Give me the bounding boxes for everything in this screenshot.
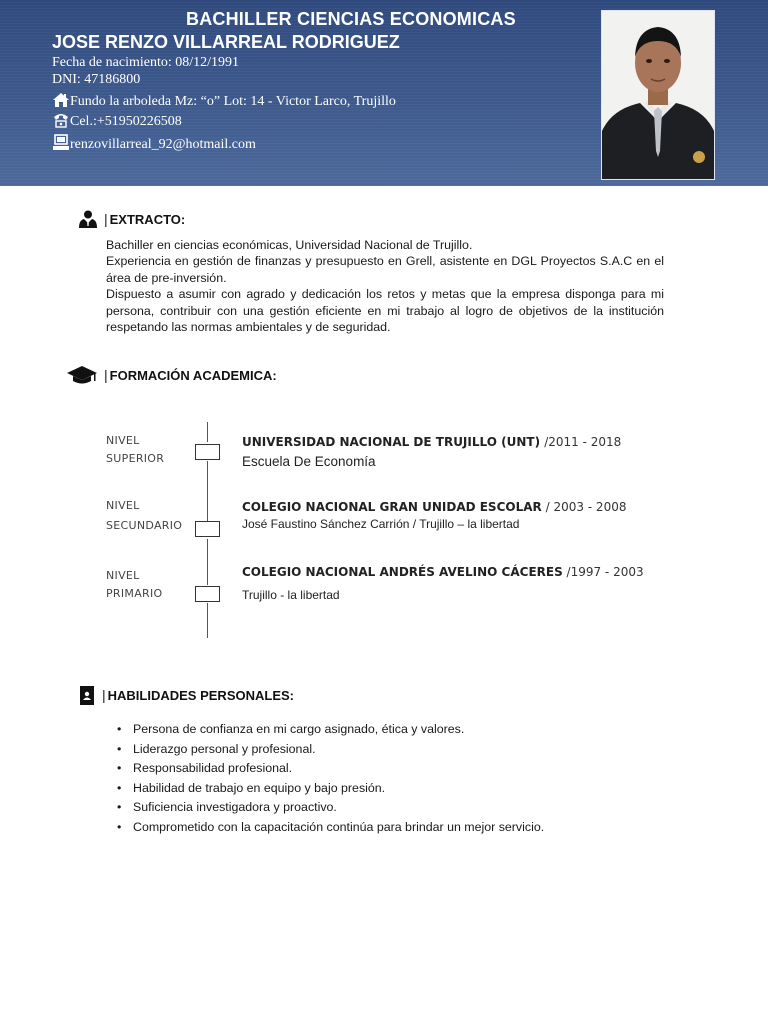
education-years: / 2003 - 2008 <box>541 500 627 514</box>
graduation-cap-icon <box>66 365 98 385</box>
education-entry <box>242 433 621 469</box>
list-item: • Habilidad de trabajo en equipo y bajo presión. <box>117 780 386 795</box>
education-years: /2011 - 2018 <box>544 435 622 449</box>
extract-paragraph: Dispuesto a asumir con agrado y dedicación los retos y metas que la empresa disponga para mi persona, contribuir con una gestión eficiente en mi trabajo al logro de objetivos de la institución respetando las normas ambientales y de seguridad. <box>106 287 664 335</box>
timeline-marker <box>195 586 220 602</box>
skills-heading <box>78 685 294 705</box>
extract-heading <box>78 209 185 229</box>
institution-name: UNIVERSIDAD NACIONAL DE TRUJILLO (UNT) <box>242 435 545 449</box>
timeline-line <box>207 461 208 521</box>
timeline-line <box>207 603 208 638</box>
list-item: • Comprometido con la capacitación continúa para brindar un mejor servicio. <box>117 819 545 834</box>
list-item: • Responsabilidad profesional. <box>117 761 293 776</box>
education-detail: Trujillo - la libertad <box>242 588 340 602</box>
phone-icon <box>52 111 70 128</box>
heading-separator: | <box>104 211 108 227</box>
education-entry <box>242 563 644 602</box>
skills-heading-label: HABILIDADES PERSONALES: <box>107 687 294 703</box>
profile-photo <box>601 10 715 180</box>
timeline-marker <box>195 521 220 537</box>
extract-heading-label: EXTRACTO: <box>109 211 186 227</box>
institution-name: COLEGIO NACIONAL ANDRÉS AVELINO CÁCERES <box>242 565 563 579</box>
education-level: NIVEL SUPERIOR <box>106 434 165 465</box>
dni: DNI: 47186800 <box>52 72 141 87</box>
institution-name: COLEGIO NACIONAL GRAN UNIDAD ESCOLAR <box>242 500 542 514</box>
header-banner <box>0 0 768 186</box>
education-entry <box>242 498 626 531</box>
heading-separator: | <box>102 687 106 703</box>
education-heading-label: FORMACIÓN ACADEMICA: <box>109 367 277 383</box>
cv-title: BACHILLER CIENCIAS ECONOMICAS <box>186 9 516 29</box>
education-level: NIVEL SECUNDARIO <box>106 499 183 532</box>
education-level: NIVEL PRIMARIO <box>106 569 163 600</box>
timeline-line <box>207 422 208 442</box>
list-item: • Suficiencia investigadora y proactivo. <box>117 800 337 815</box>
heading-separator: | <box>104 367 108 383</box>
skills-list <box>117 720 544 838</box>
address-line <box>52 91 396 110</box>
id-card-icon <box>78 685 96 705</box>
education-heading <box>66 365 277 385</box>
list-item: • Liderazgo personal y profesional. <box>117 741 316 756</box>
email-text: renzovillarreal_92@hotmail.com <box>70 137 256 152</box>
list-item: • Persona de confianza en mi cargo asignado, ética y valores. <box>117 722 465 736</box>
full-name: JOSE RENZO VILLARREAL RODRIGUEZ <box>52 32 400 52</box>
address-text: Fundo la arboleda Mz: “o” Lot: 14 - Victor Larco, Trujillo <box>70 94 396 109</box>
house-icon <box>52 91 70 108</box>
phone-line <box>52 111 182 130</box>
computer-icon <box>52 134 70 151</box>
extract-paragraph: Experiencia en gestión de finanzas y presupuesto en Grell, asistente en DGL Proyectos S.A.C en el área de pre-inversión. <box>106 254 664 285</box>
phone-text: Cel.:+51950226508 <box>70 114 182 129</box>
timeline-line <box>207 539 208 585</box>
extract-paragraph: Bachiller en ciencias económicas, Universidad Nacional de Trujillo. <box>106 238 473 252</box>
education-detail: José Faustino Sánchez Carrión / Trujillo – la libertad <box>242 517 520 531</box>
birth-date: Fecha de nacimiento: 08/12/1991 <box>52 55 240 70</box>
extract-text <box>106 237 664 335</box>
education-detail: Escuela De Economía <box>242 454 376 469</box>
person-icon <box>78 209 98 229</box>
timeline-marker <box>195 444 220 460</box>
education-years: /1997 - 2003 <box>562 565 644 579</box>
email-line <box>52 134 256 153</box>
